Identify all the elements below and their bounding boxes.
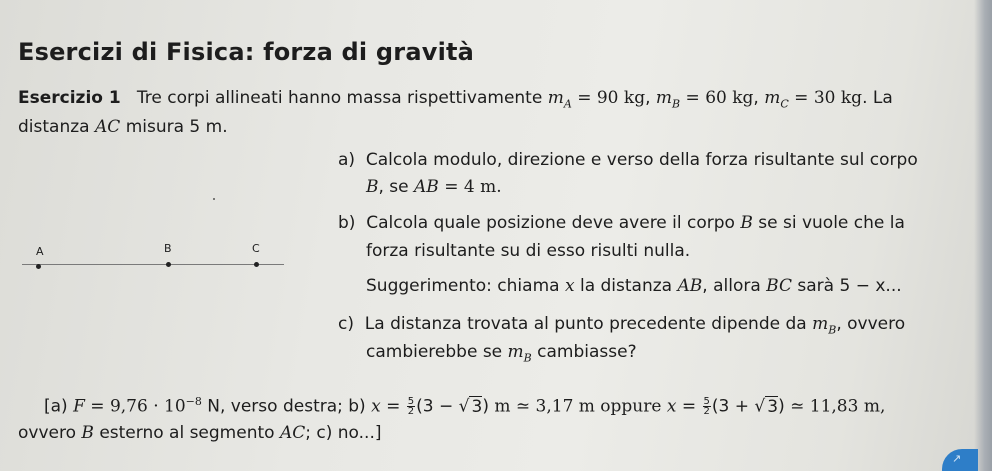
- answer-line2-b: B: [81, 423, 94, 443]
- intro-text: Tre corpi allineati hanno massa rispettivamente: [136, 88, 543, 108]
- answer-f-val: = 9,76 · 10: [90, 396, 186, 417]
- hint-end: sarà 5 − x...: [797, 276, 902, 296]
- speck: [213, 198, 215, 200]
- corner-icon: ↗: [952, 452, 962, 465]
- hint-mid2: , allora: [702, 276, 761, 296]
- answer-line1: [a) $F = 9,76 \cdot 10^{-8}$ N, verso destra; b) x = $\frac{5}{2}$ (3 − √ 3) m ≃ 3,17 m oppure x = $\frac{5}{2}$ (3 + √ 3) ≃ 11,83 m,: [44, 395, 886, 418]
- answer-f-exp: −8: [185, 395, 202, 408]
- answer-line2-pre: ovvero: [18, 423, 76, 443]
- hint-bc: BC: [766, 276, 792, 296]
- screen-edge: [974, 0, 992, 471]
- exercise-heading: Esercizio 1: [18, 88, 121, 108]
- part-a-end: = 4 m.: [444, 177, 502, 197]
- hint-var: x: [564, 276, 575, 296]
- part-c-text1: La distanza trovata al punto precedente dipende da: [364, 314, 807, 334]
- line2-pre: distanza: [18, 117, 90, 137]
- point-b-dot: [166, 262, 171, 267]
- answer-line2-ac: AC: [279, 423, 306, 443]
- part-a-label: a): [338, 150, 356, 170]
- part-c-label: c): [338, 314, 354, 334]
- part-a-line1: [338, 150, 918, 170]
- part-b-line1: [338, 213, 905, 233]
- point-a-dot: [36, 264, 41, 269]
- corner-widget[interactable]: [942, 449, 978, 471]
- part-c-text2-post: cambiasse?: [537, 342, 637, 362]
- hint-pre: Suggerimento: chiama: [366, 276, 560, 296]
- answer-f-unit: N, verso destra; b): [207, 396, 366, 417]
- part-c-text1-post: , ovvero: [836, 314, 906, 334]
- answer-line2: [18, 423, 381, 443]
- part-b-label: b): [338, 213, 356, 233]
- part-a-body: B: [366, 177, 379, 197]
- segment-ac: AC: [94, 117, 121, 137]
- mass-b: 60 kg: [705, 88, 754, 108]
- answer-x1-end: m ≃ 3,17 m oppure: [494, 396, 662, 417]
- point-a-label: A: [36, 245, 44, 258]
- mass-a: 90 kg: [596, 88, 646, 108]
- part-a-mid: , se: [378, 177, 409, 197]
- part-c-line2: cambierebbe se $m_B$ cambiasse?: [366, 342, 637, 365]
- intro-end: La: [872, 88, 893, 108]
- answer-x2-end: ≃ 11,83 m,: [790, 396, 886, 417]
- point-c-dot: [254, 262, 259, 267]
- part-b-hint: [366, 276, 902, 296]
- part-b-body: B: [740, 213, 753, 233]
- mass-c: 30 kg: [813, 88, 863, 108]
- answer-a: [a): [44, 396, 68, 417]
- part-c-line1: c) La distanza trovata al punto precedente dipende da $m_B$, ovvero: [338, 314, 906, 337]
- part-b-text1: Calcola quale posizione deve avere il corpo: [366, 213, 735, 233]
- part-b-text1-post: se si vuole che la: [758, 213, 905, 233]
- line2-post: misura 5 m.: [125, 117, 228, 137]
- part-a-text1: Calcola modulo, direzione e verso della forza risultante sul corpo: [365, 150, 918, 170]
- answer-line2-mid: esterno al segmento: [99, 423, 275, 443]
- point-b-label: B: [164, 242, 172, 255]
- hint-ab: AB: [677, 276, 703, 296]
- exercise-intro: Esercizio 1 Tre corpi allineati hanno massa rispettivamente $m_A = 90$ kg, $m_B = 60$ kg, $m_C = 30$ kg. La: [18, 88, 893, 111]
- part-a-line2: [366, 177, 502, 197]
- hint-mid: la distanza: [579, 276, 673, 296]
- page-title: Esercizi di Fisica: forza di gravità: [18, 38, 475, 66]
- part-a-ab: AB: [414, 177, 439, 197]
- figure-line: [22, 264, 284, 265]
- point-c-label: C: [252, 242, 260, 255]
- part-c-text2: cambierebbe se: [366, 342, 503, 362]
- exercise-line2: [18, 117, 228, 137]
- answer-line2-end: ; c) no...]: [305, 423, 382, 443]
- part-b-line2: forza risultante su di esso risulti nulla.: [366, 241, 691, 261]
